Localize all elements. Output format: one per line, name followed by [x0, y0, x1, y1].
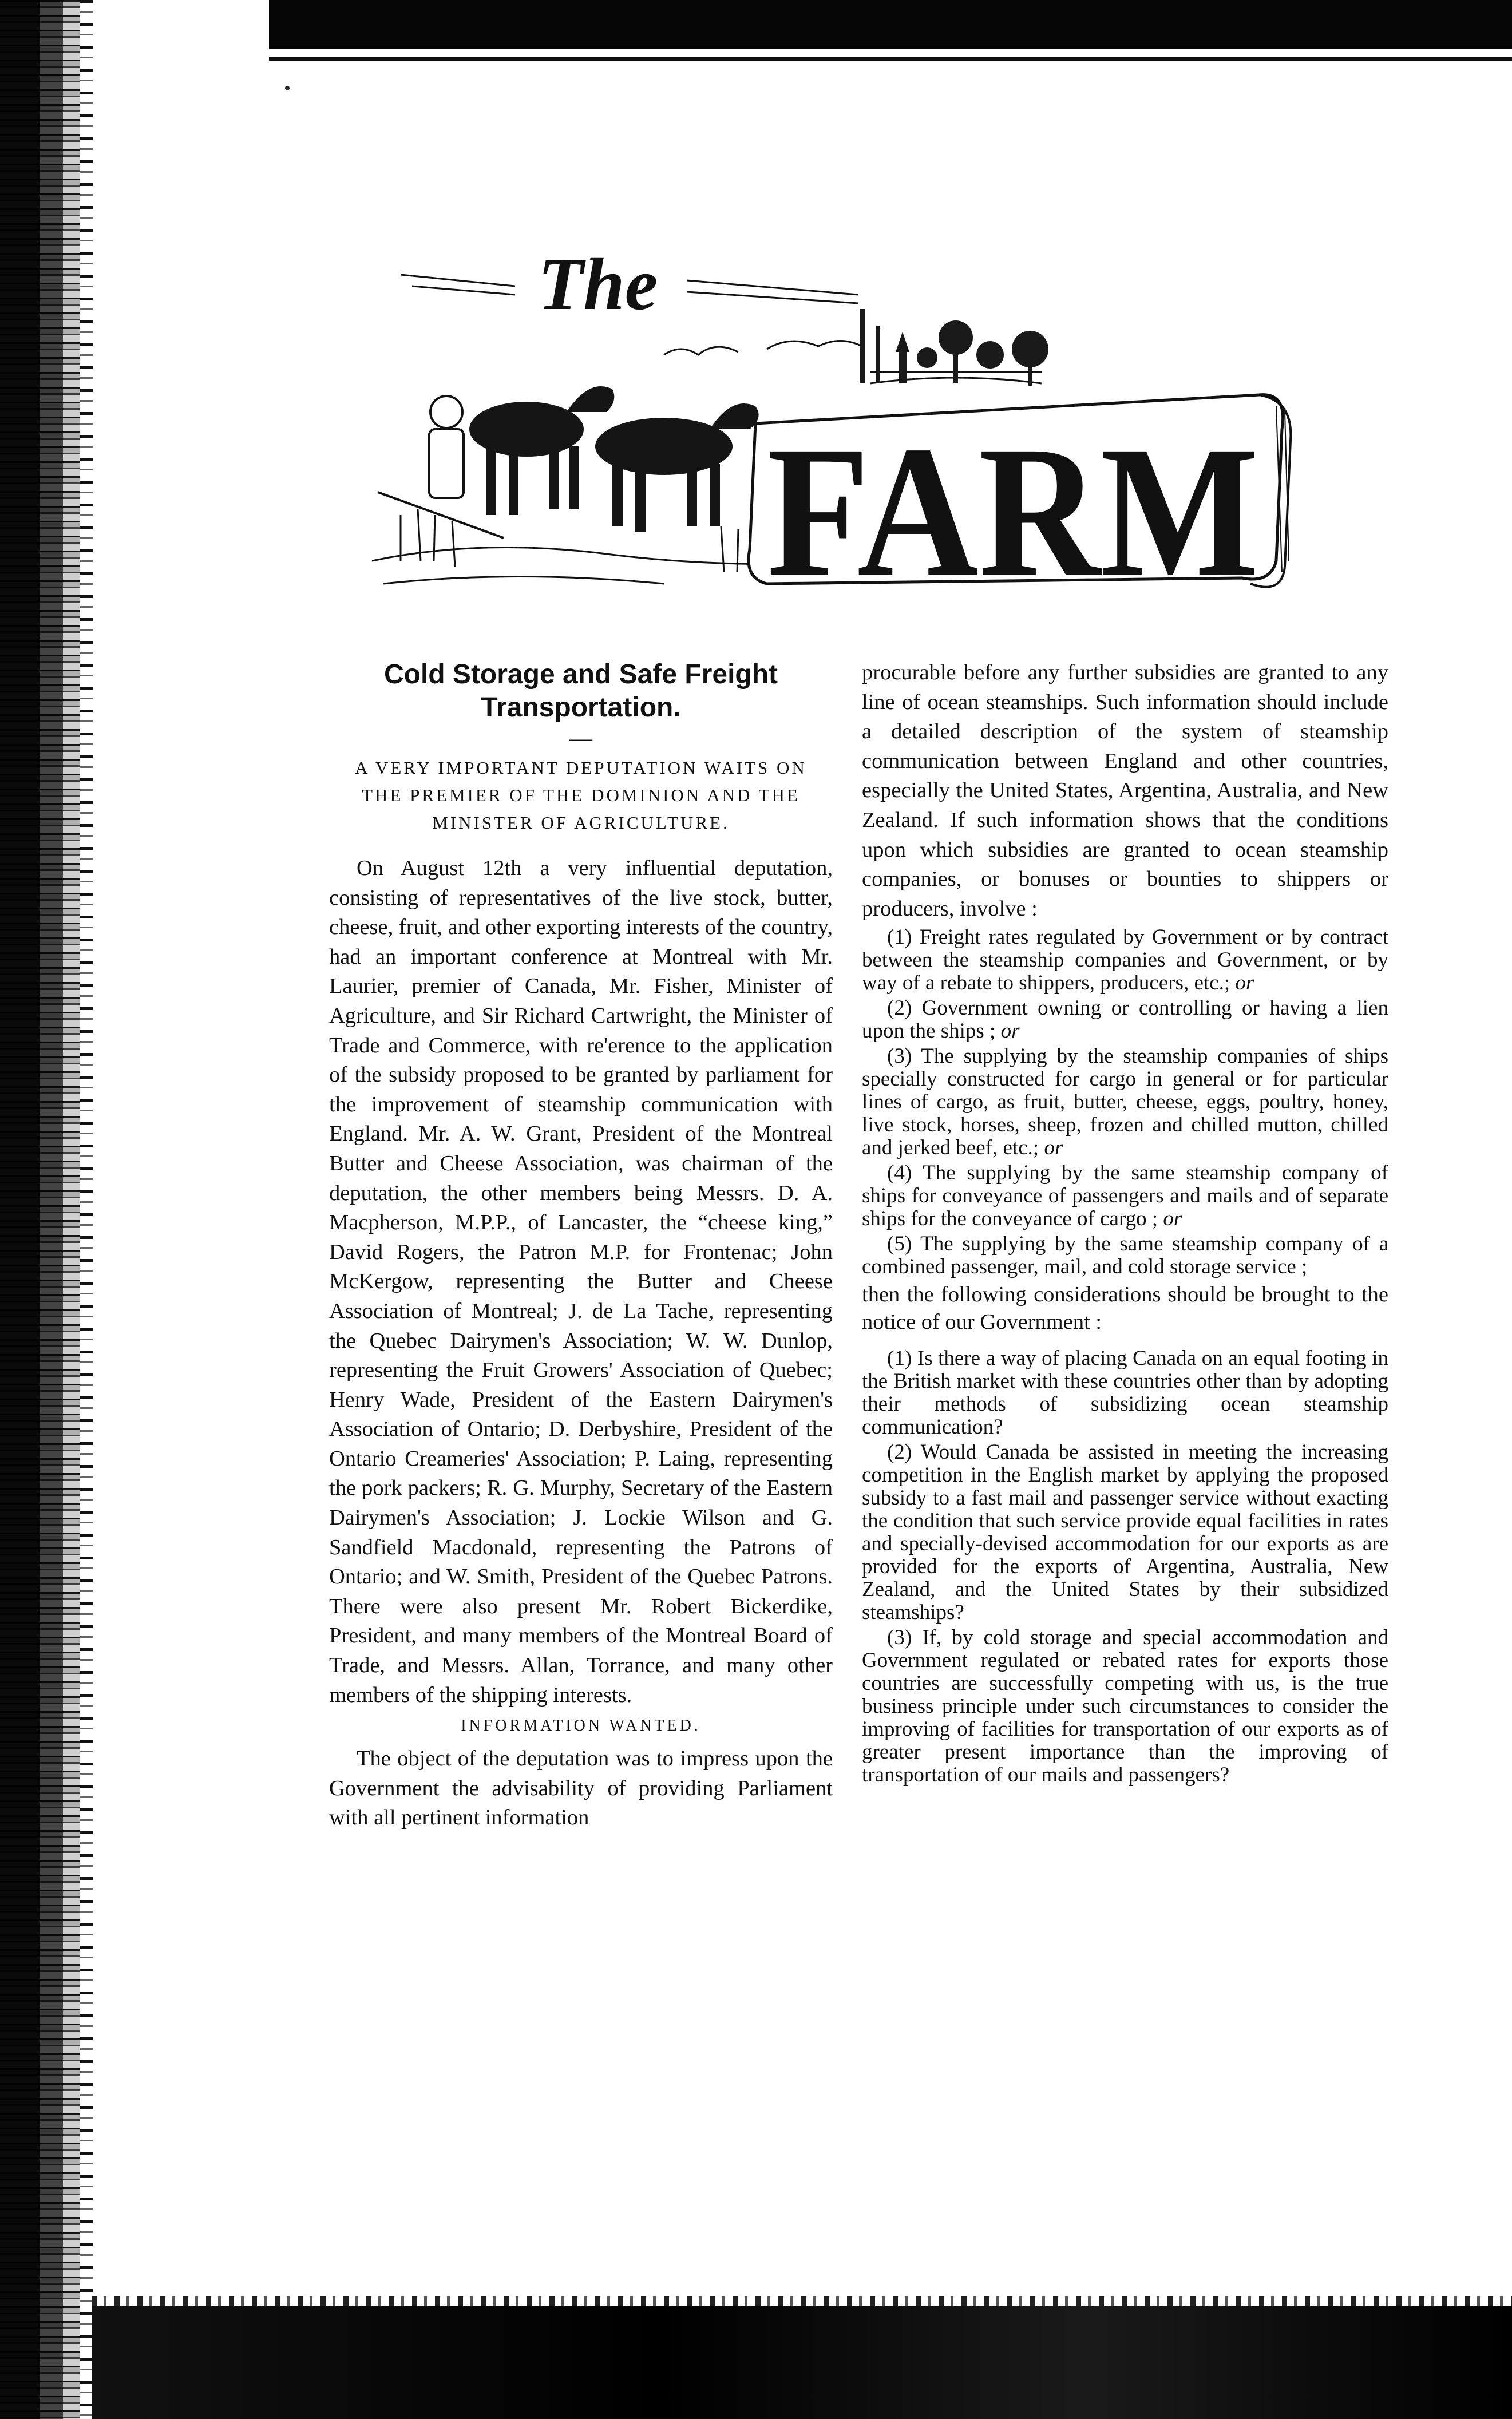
condition-or: or — [1163, 1207, 1182, 1231]
deck-line: MINISTER OF AGRICULTURE. — [432, 813, 730, 833]
condition-item — [862, 1233, 1388, 1278]
condition-item — [862, 1045, 1388, 1159]
deck-line: A VERY IMPORTANT DEPUTATION WAITS ON — [355, 758, 807, 778]
deck-line: THE PREMIER OF THE DOMINION AND THE — [362, 785, 800, 805]
condition-text: (1) Freight rates regulated by Government or by contract between the steamship companies and Government, or by way of a rebate to shippers, producers, etc.; — [862, 925, 1388, 995]
scan-top-border — [269, 0, 1512, 49]
paragraph-deputation: On August 12th a very influential deputation, consisting of representatives of the live stock, butter, cheese, fruit, and other exporting interests of the country, had an important conference at Montreal with Mr. Laurier, premier of Canada, Mr. Fisher, Minister of Agriculture, and Sir Richard Cartwright, the Minister of Trade and Commerce, with re'erence to the application of the subsidy proposed to be granted by parliament for the improvement of steamship communication with England. Mr. A. W. Grant, President of the Montreal Butter and Cheese Association, was chairman of the deputation, the other members being Messrs. D. A. Macpherson, M.P.P., of Lancaster, the “cheese king,” David Rogers, the Patron M.P. for Frontenac; John McKergow, representing the Butter and Cheese Association of Montreal; J. de La Tache, representing the Quebec Dairymen's Association; W. W. Dunlop, representing the Fruit Growers' Association of Quebec; Henry Wade, President of the Eastern Dairymen's Association of Ontario; D. Derbyshire, President of the Ontario Creameries' Association; P. Laing, representing the pork packers; R. G. Murphy, Secretary of the Eastern Dairymen's Association; J. Lockie Wilson and G. Sandfield Macdonald, representing the Patrons of Ontario; and W. Smith, President of the Quebec Patrons. There were also present Mr. Robert Bickerdike, President, and many members of the Montreal Board of Trade, and Messrs. Allan, Torrance, and many other members of the shipping interests. — [329, 856, 833, 1707]
condition-or: or — [1044, 1136, 1063, 1160]
masthead-farm: FARM — [767, 407, 1259, 607]
condition-text: (5) The supplying by the same steamship company of a combined passenger, mail, and cold storage service ; — [862, 1232, 1388, 1279]
condition-text: (3) The supplying by the steamship companies of ships specially constructed for cargo in general or for particular lines of cargo, as fruit, butter, cheese, eggs, poultry, honey, live stock, horses, sheep, frozen and chilled mutton, chilled and jerked beef, etc.; — [862, 1044, 1388, 1160]
paragraph-object: The object of the deputation was to impress upon the Government the advisability of providing Parliament with all pertinent information — [329, 1747, 833, 1830]
consideration-item: (1) Is there a way of placing Canada on an equal footing in the British market with these countries other than by adopting their methods of subsidizing ocean steamship communication? — [862, 1347, 1388, 1439]
condition-text: (2) Government owning or controlling or having a lien upon the ships ; — [862, 996, 1388, 1043]
paragraph-then: then the following considerations should be brought to the notice of our Government : — [862, 1282, 1388, 1335]
section-subhead: INFORMATION WANTED. — [461, 1717, 701, 1735]
condition-or: or — [1235, 971, 1254, 995]
condition-item — [862, 1162, 1388, 1230]
paragraph-continued: procurable before any further subsidies are granted to any line of ocean steamships. Such information should include a detailed description of the system of steamship communication between England and other countries, especially the United States, Argentina, Australia, and New Zealand. If such information shows that the conditions upon which subsidies are granted to ocean steamship companies, or bonuses or bounties to shippers or producers, involve : — [862, 660, 1388, 921]
top-rule — [269, 57, 1512, 61]
title-separator: — — [569, 725, 592, 751]
condition-or: or — [1000, 1019, 1020, 1043]
consideration-item: (3) If, by cold storage and special accommodation and Government regulated or rebated rates for exports those countries are successfully competing with us, is the true business principle under such circumstances to consider the improving of facilities for transportation of our exports as of greater present importance than the improving of transportation of our mails and passengers? — [862, 1626, 1388, 1787]
condition-item — [862, 997, 1388, 1043]
masthead-the-farm — [366, 240, 1311, 607]
article-title: Cold Storage and Safe Freight Transportation. — [383, 659, 778, 723]
scan-bottom-border — [92, 2306, 1512, 2419]
masthead-illustration — [366, 240, 1311, 607]
right-column — [862, 658, 1388, 1789]
scan-binding-edge — [0, 0, 92, 2419]
masthead-the: The — [538, 243, 658, 326]
left-column — [329, 658, 833, 1833]
condition-item — [862, 926, 1388, 995]
article-deck — [329, 754, 833, 837]
ink-speck — [285, 86, 290, 90]
consideration-item: (2) Would Canada be assisted in meeting the increasing competition in the English market by applying the proposed subsidy to a fast mail and passenger service without exacting the condition that such service provide equal facilities in rates and specially-devised accommodation for our exports as are provided for the exports of Argentina, Australia, New Zealand, and the United States by their subsidized steamships? — [862, 1440, 1388, 1625]
condition-text: (4) The supplying by the same steamship company of ships for conveyance of passengers and mails and of separate ships for the conveyance of cargo ; — [862, 1161, 1388, 1231]
